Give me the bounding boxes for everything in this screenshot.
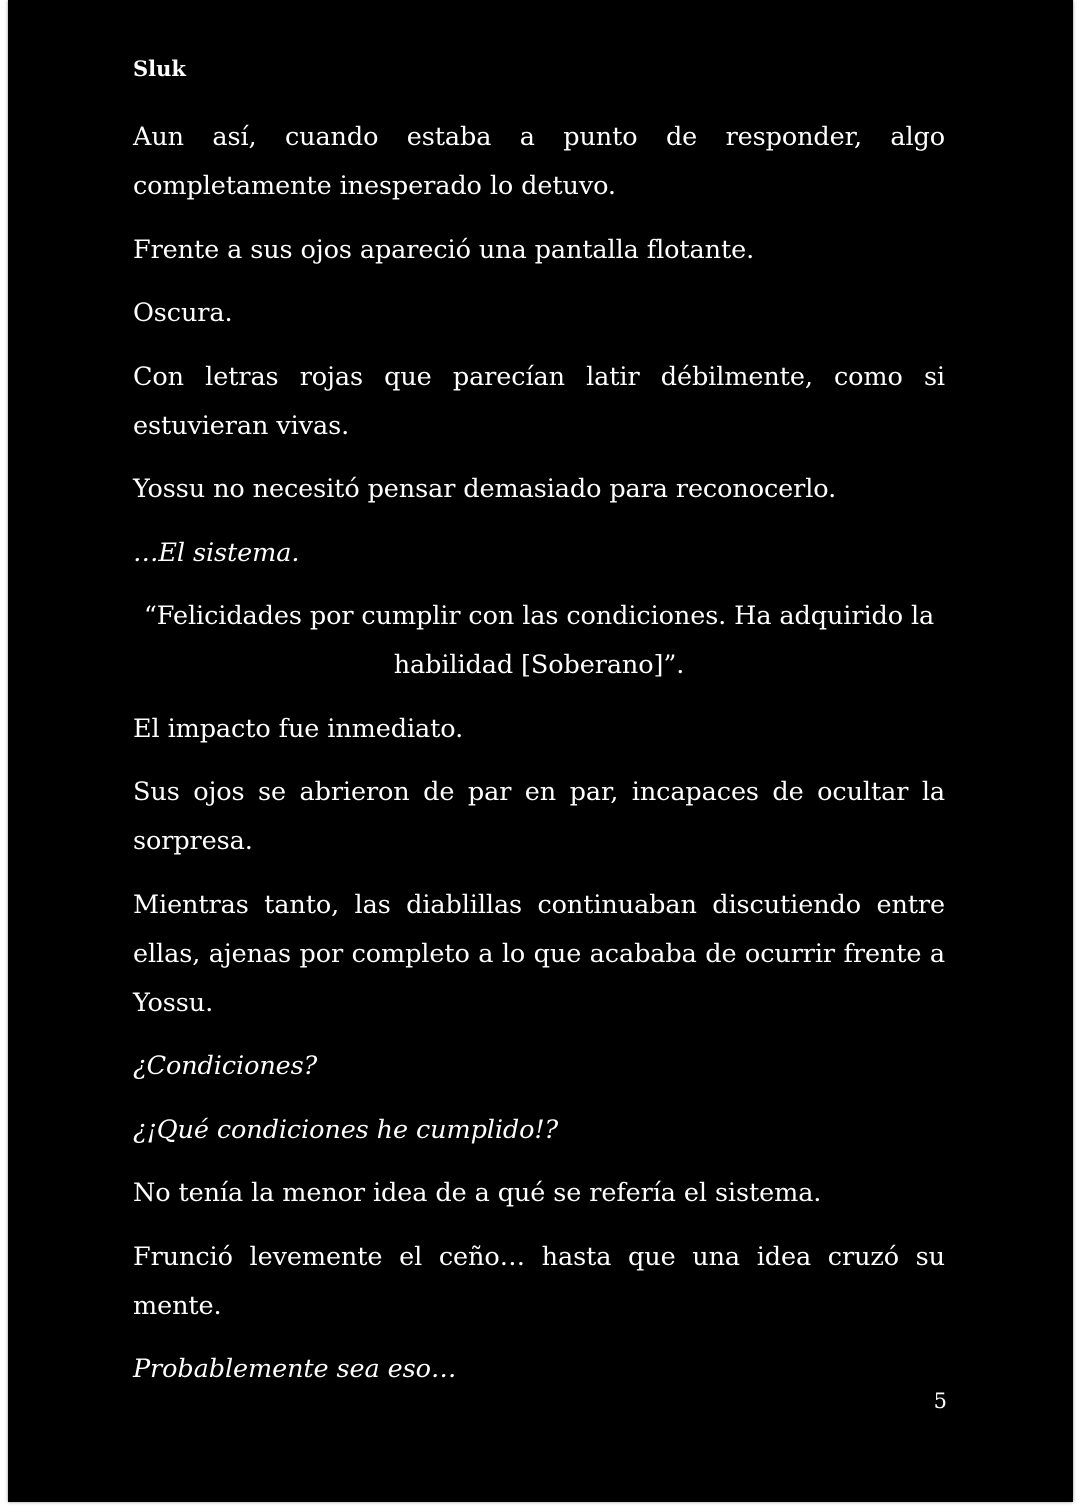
paragraph: Yossu no necesitó pensar demasiado para reconocerlo.: [133, 474, 837, 504]
running-head: Sluk: [133, 56, 186, 81]
paragraph: Sus ojos se abrieron de par en par, incapaces de ocultar la sorpresa.: [133, 777, 945, 856]
page-number: 5: [933, 1389, 947, 1413]
italic-paragraph: Probablemente sea eso…: [133, 1354, 457, 1384]
paragraph: Con letras rojas que parecían latir débilmente, como si estuvieran vivas.: [133, 361, 945, 441]
system-message: “Felicidades por cumplir con las condiciones. Ha adquirido la habilidad [Soberano]”.: [143, 601, 935, 680]
paragraph: Frente a sus ojos apareció una pantalla flotante.: [133, 234, 755, 265]
italic-paragraph: …El sistema.: [133, 537, 300, 568]
paragraph: El impacto fue inmediato.: [133, 713, 464, 744]
italic-paragraph: ¿¡Qué condiciones he cumplido!?: [133, 1114, 559, 1145]
paragraph: Frunció levemente el ceño… hasta que una idea cruzó su mente.: [133, 1241, 945, 1321]
italic-paragraph: ¿Condiciones?: [133, 1051, 318, 1081]
paragraph: Oscura.: [133, 298, 233, 328]
paragraph: No tenía la menor idea de a qué se refería el sistema.: [133, 1178, 822, 1208]
paragraph: Mientras tanto, las diablillas continuaban discutiendo entre ellas, ajenas por completo a lo que acababa de ocurrir frente a Yossu.: [133, 889, 945, 1018]
body-text: [133, 113, 945, 1409]
document-page: [8, 0, 1073, 1502]
paragraph: Aun así, cuando estaba a punto de responder, algo completamente inesperado lo detuvo.: [133, 122, 945, 201]
